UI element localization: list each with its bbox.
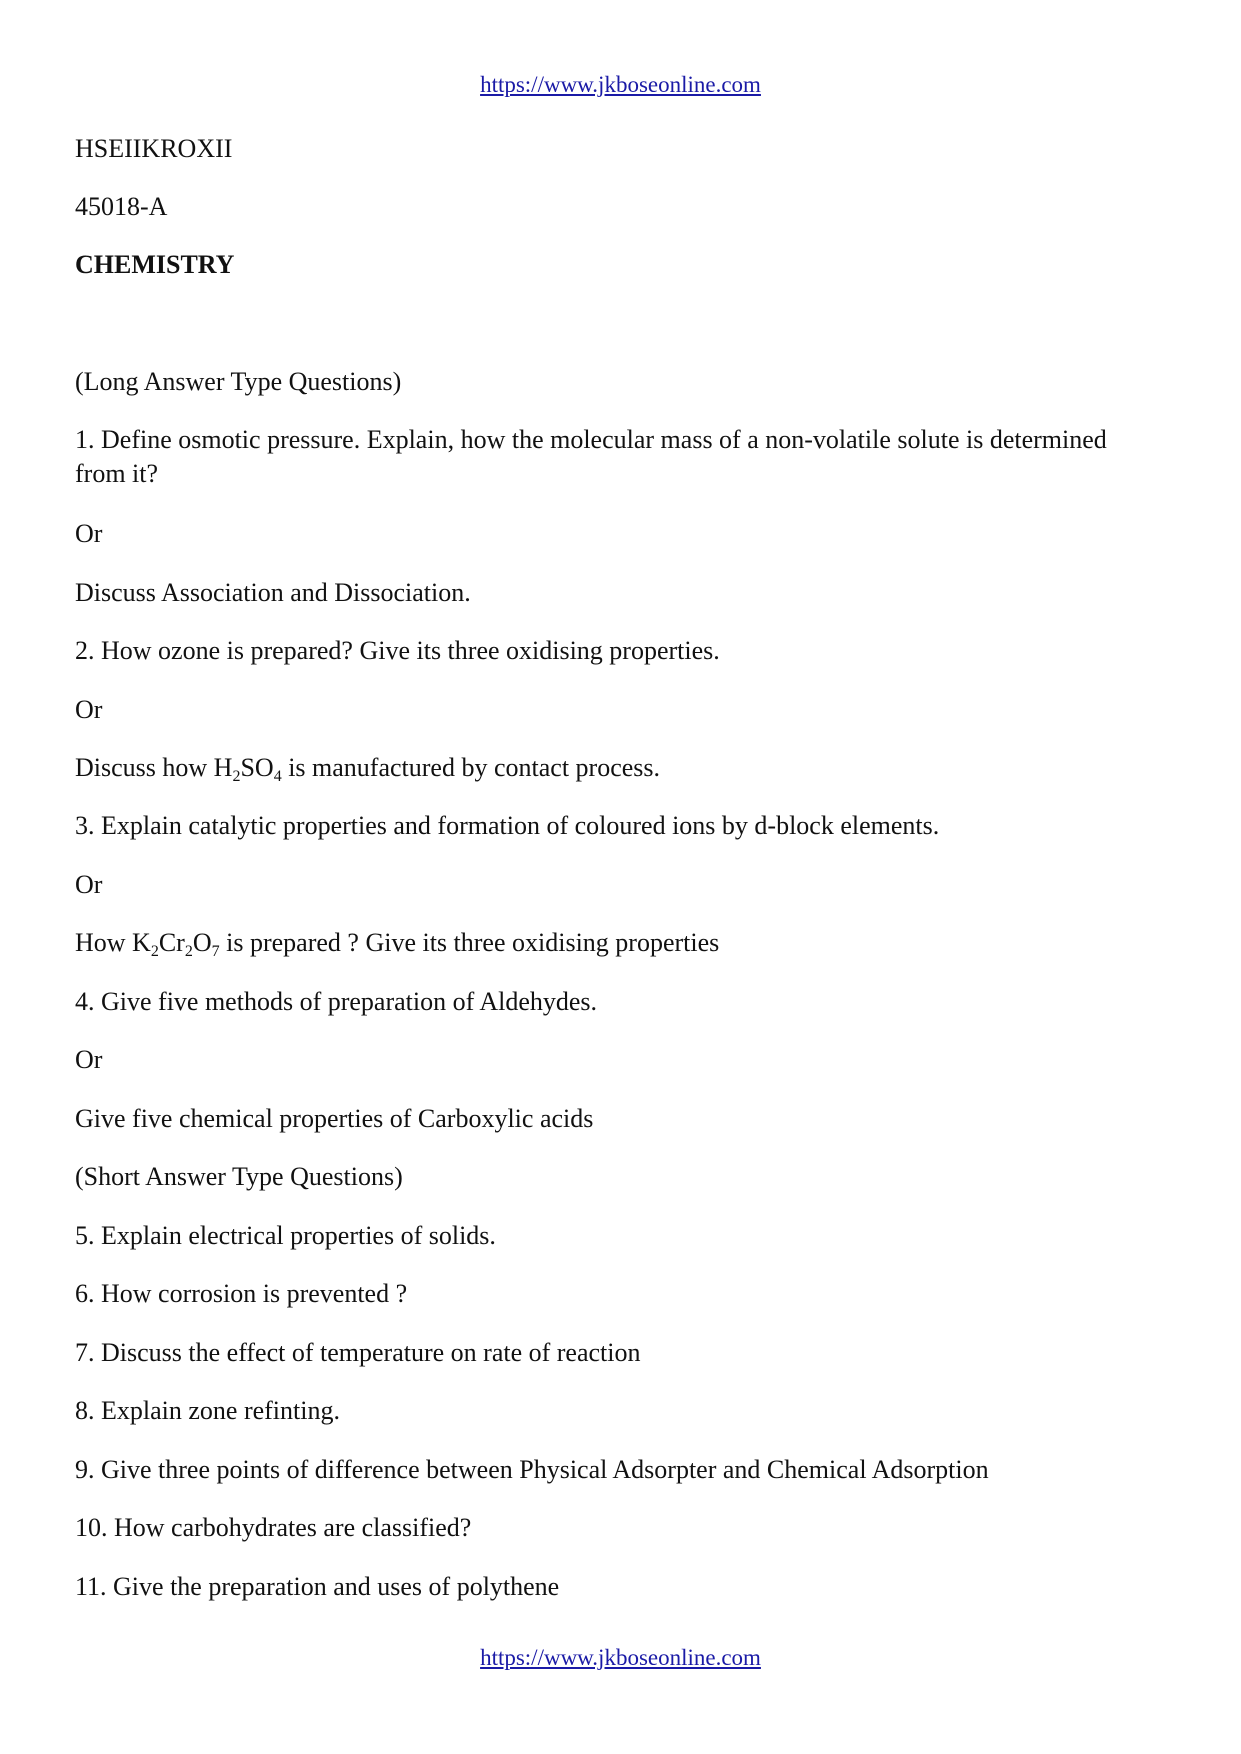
or-label: Or (75, 519, 103, 548)
q3-alt-post: is prepared ? Give its three oxidising properties (219, 928, 720, 957)
q2-alt-post: is manufactured by contact process. (281, 753, 661, 782)
question-3: 3. Explain catalytic properties and formation of coloured ions by d-block elements. (75, 811, 940, 840)
q2-alt-sub-2: 4 (273, 768, 282, 785)
short-question: 5. Explain electrical properties of solids. (75, 1221, 496, 1250)
question-2-alt (75, 751, 660, 785)
q3-alt-sub-3: 7 (211, 943, 220, 960)
question-4-alt: Give five chemical properties of Carboxylic acids (75, 1104, 594, 1133)
q3-alt-sub-2: 2 (184, 943, 193, 960)
short-question: 6. How corrosion is prevented ? (75, 1279, 408, 1308)
short-question: 9. Give three points of difference between Physical Adsorpter and Chemical Adsorption (75, 1455, 989, 1484)
question-3-alt (75, 926, 719, 960)
question-4: 4. Give five methods of preparation of Aldehydes. (75, 987, 598, 1016)
question-1: 1. Define osmotic pressure. Explain, how the molecular mass of a non-volatile solute is determined from it? (75, 425, 1107, 488)
subject-title: CHEMISTRY (75, 250, 235, 279)
q3-alt-pre: How K (75, 928, 151, 957)
q3-alt-sub-1: 2 (150, 943, 159, 960)
header-link[interactable]: https://www.jkboseonline.com (480, 72, 761, 97)
q2-alt-mid: SO (240, 753, 274, 782)
q3-alt-mid-2: O (192, 928, 212, 957)
q2-alt-pre: Discuss how H (75, 753, 233, 782)
or-label: Or (75, 1045, 103, 1074)
paper-code: HSEIIKROXII (75, 134, 233, 163)
or-label: Or (75, 695, 103, 724)
question-1-alt: Discuss Association and Dissociation. (75, 578, 471, 607)
question-2: 2. How ozone is prepared? Give its three oxidising properties. (75, 636, 720, 665)
q3-alt-mid-1: Cr (158, 928, 185, 957)
footer-link[interactable]: https://www.jkboseonline.com (480, 1645, 761, 1670)
section-short-heading: (Short Answer Type Questions) (75, 1162, 403, 1191)
or-label: Or (75, 870, 103, 899)
short-question: 8. Explain zone refinting. (75, 1396, 340, 1425)
short-question: 11. Give the preparation and uses of polythene (75, 1572, 560, 1601)
section-long-heading: (Long Answer Type Questions) (75, 367, 402, 396)
short-question: 7. Discuss the effect of temperature on rate of reaction (75, 1338, 641, 1367)
q2-alt-sub-1: 2 (232, 768, 241, 785)
paper-number: 45018-A (75, 192, 168, 221)
short-question: 10. How carbohydrates are classified? (75, 1513, 472, 1542)
